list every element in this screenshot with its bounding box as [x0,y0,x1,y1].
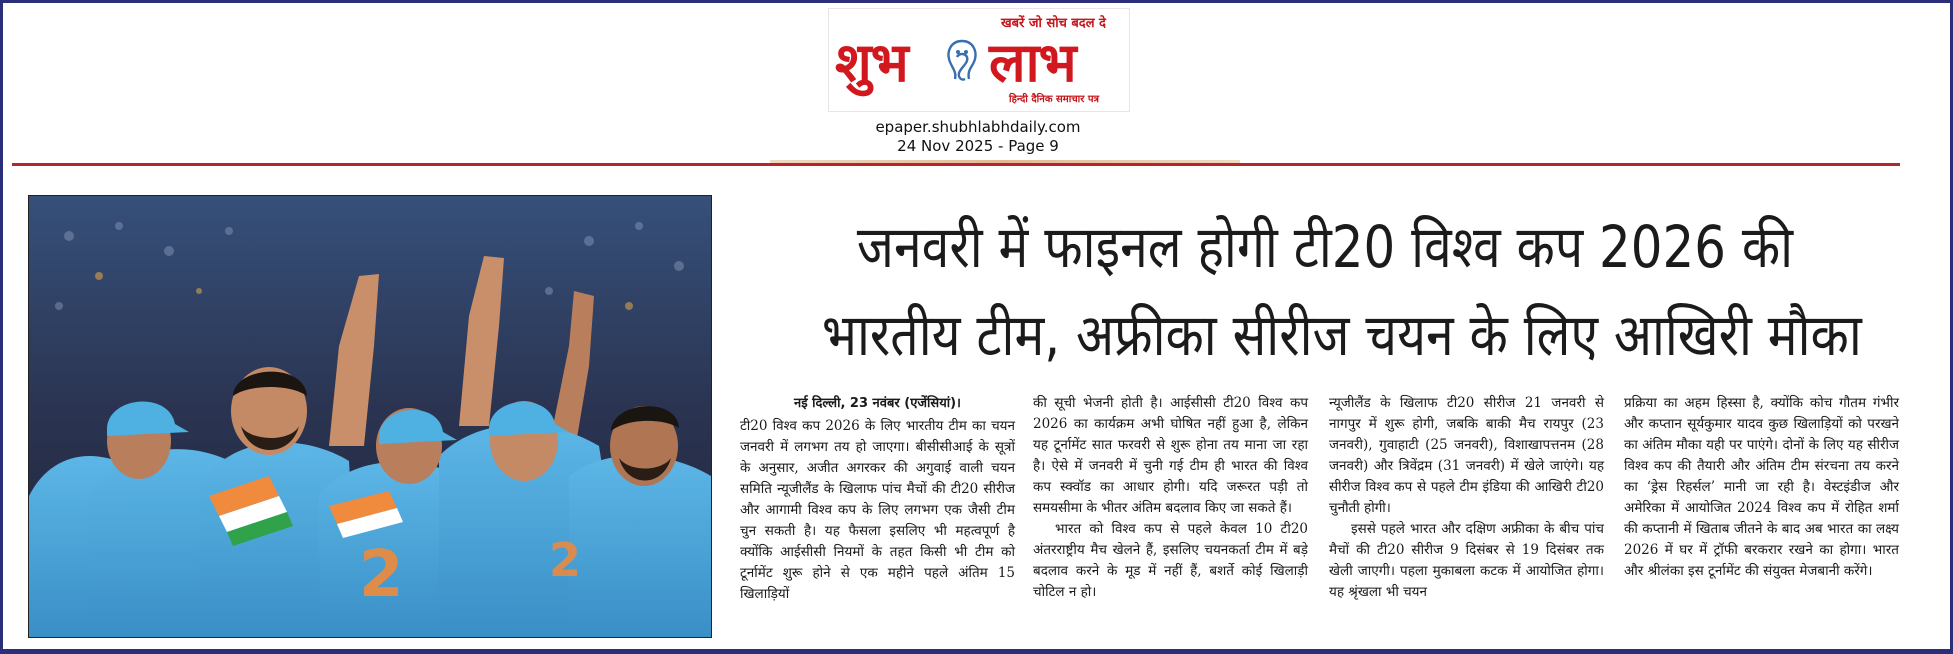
ganesha-logo-icon [939,35,985,85]
article-paragraph: न्यूजीलैंड के खिलाफ टी20 सीरीज 21 जनवरी से नागपुर में शुरू होगी, जबकि बाकी मैच रायपुर (23 जनवरी), गुवाहाटी (25 जनवरी), विशाखापत्तनम (28 जनवरी) और त्रिवेंद्रम (31 जनवरी) में खेले जाएंगे। यह सीरीज विश्व कप से पहले टीम इंडिया की आखिरी टी20 चुनौती होगी। [1329,395,1604,516]
team-celebration-image [29,196,711,637]
article-column-4 [1624,393,1899,582]
logo-word-left: शुभ [835,31,908,94]
svg-text:2: 2 [359,538,404,612]
masthead-logo[interactable] [828,8,1130,112]
article-paragraph: की सूची भेजनी होती है। आईसीसी टी20 विश्व कप 2026 का कार्यक्रम अभी घोषित नहीं हुआ है, लेकिन यह टूर्नामेंट सात फरवरी से शुरू होना तय माना जा रहा है। ऐसे में जनवरी में चुनी गई टीम ही भारत की विश्व कप स्क्वॉड का आधार होगी। यदि जरूरत पड़ी तो समयसीमा के भीतर अंतिम बदलाव किए जा सकते हैं। [1033,395,1308,516]
headline-line-1: जनवरी में फाइनल होगी टी20 विश्व कप 2026 की [856,213,1794,281]
logo-word-right: लाभ [989,31,1076,94]
source-info [800,118,1156,156]
article-paragraph: प्रक्रिया का अहम हिस्सा है, क्योंकि कोच गौतम गंभीर और कप्तान सूर्यकुमार यादव कुछ खिलाड़ियों को परखने का अंतिम मौका यही पर पाएंगे। दोनों के लिए यह सीरीज विश्व कप की तैयारी और अंतिम टीम संरचना तय करने का ‘ड्रेस रिहर्सल’ मानी जा रही है। वेस्टइंडीज और अमेरिका में आयोजित 2024 विश्व कप में रोहित शर्मा की कप्तानी में खिताब जीतने के बाद अब भारत का लक्ष्य 2026 में घर में ट्रॉफी बरकरार रखने का होगा। भारत और श्रीलंका इस टूर्नामेंट की संयुक्त मेजबानी करेंगे। [1624,395,1899,579]
article-column-1 [740,393,1015,605]
source-url[interactable]: epaper.shubhlabhdaily.com [875,118,1081,136]
article-paragraph: टी20 विश्व कप 2026 के लिए भारतीय टीम का चयन जनवरी में लगभग तय हो जाएगा। बीसीसीआई के सूत्रों के अनुसार, अजीत अगरकर की अगुवाई वाली चयन समिति न्यूजीलैंड के खिलाफ पांच मैचों की टी20 सीरीज और आगामी विश्व कप के लिए लगभग एक जैसी टीम चुन सकती है। यह फैसला इसलिए भी महत्वपूर्ण है क्योंकि आईसीसी नियमों के तहत किसी भी टीम को टूर्नामेंट शुरू होने से एक महीने पहले अंतिम 15 खिलाड़ियों [740,418,1015,602]
article-photo [28,195,712,638]
source-date-page: 24 Nov 2025 - Page 9 [897,137,1059,155]
headline-line-2: भारतीय टीम, अफ्रीका सीरीज चयन के लिए आखिरी मौका [821,301,1862,369]
article-paragraph: इससे पहले भारत और दक्षिण अफ्रीका के बीच पांच मैचों की टी20 सीरीज 9 दिसंबर से 19 दिसंबर तक खेली जाएगी। पहला मुकाबला कटक में आयोजित होगा। यह श्रृंखला भी चयन [1329,521,1604,600]
masthead-tagline: खबरें जो सोच बदल दे [1001,16,1106,31]
article-paragraph: भारत को विश्व कप से पहले केवल 10 टी20 अंतरराष्ट्रीय मैच खेलने हैं, इसलिए चयनकर्ता टीम में बड़े बदलाव करने के मूड में नहीं हैं, बशर्ते कोई खिलाड़ी चोटिल न हो। [1033,521,1308,600]
svg-text:2: 2 [549,533,582,587]
article-column-2 [1033,393,1308,603]
article-dateline: नई दिल्ली, 23 नवंबर (एजेंसियां)। [794,396,961,411]
article-headline [821,203,1862,379]
masthead-subtagline: हिन्दी दैनिक समाचार पत्र [1009,94,1100,105]
article-column-3 [1329,393,1604,603]
header-rule [12,163,1900,166]
